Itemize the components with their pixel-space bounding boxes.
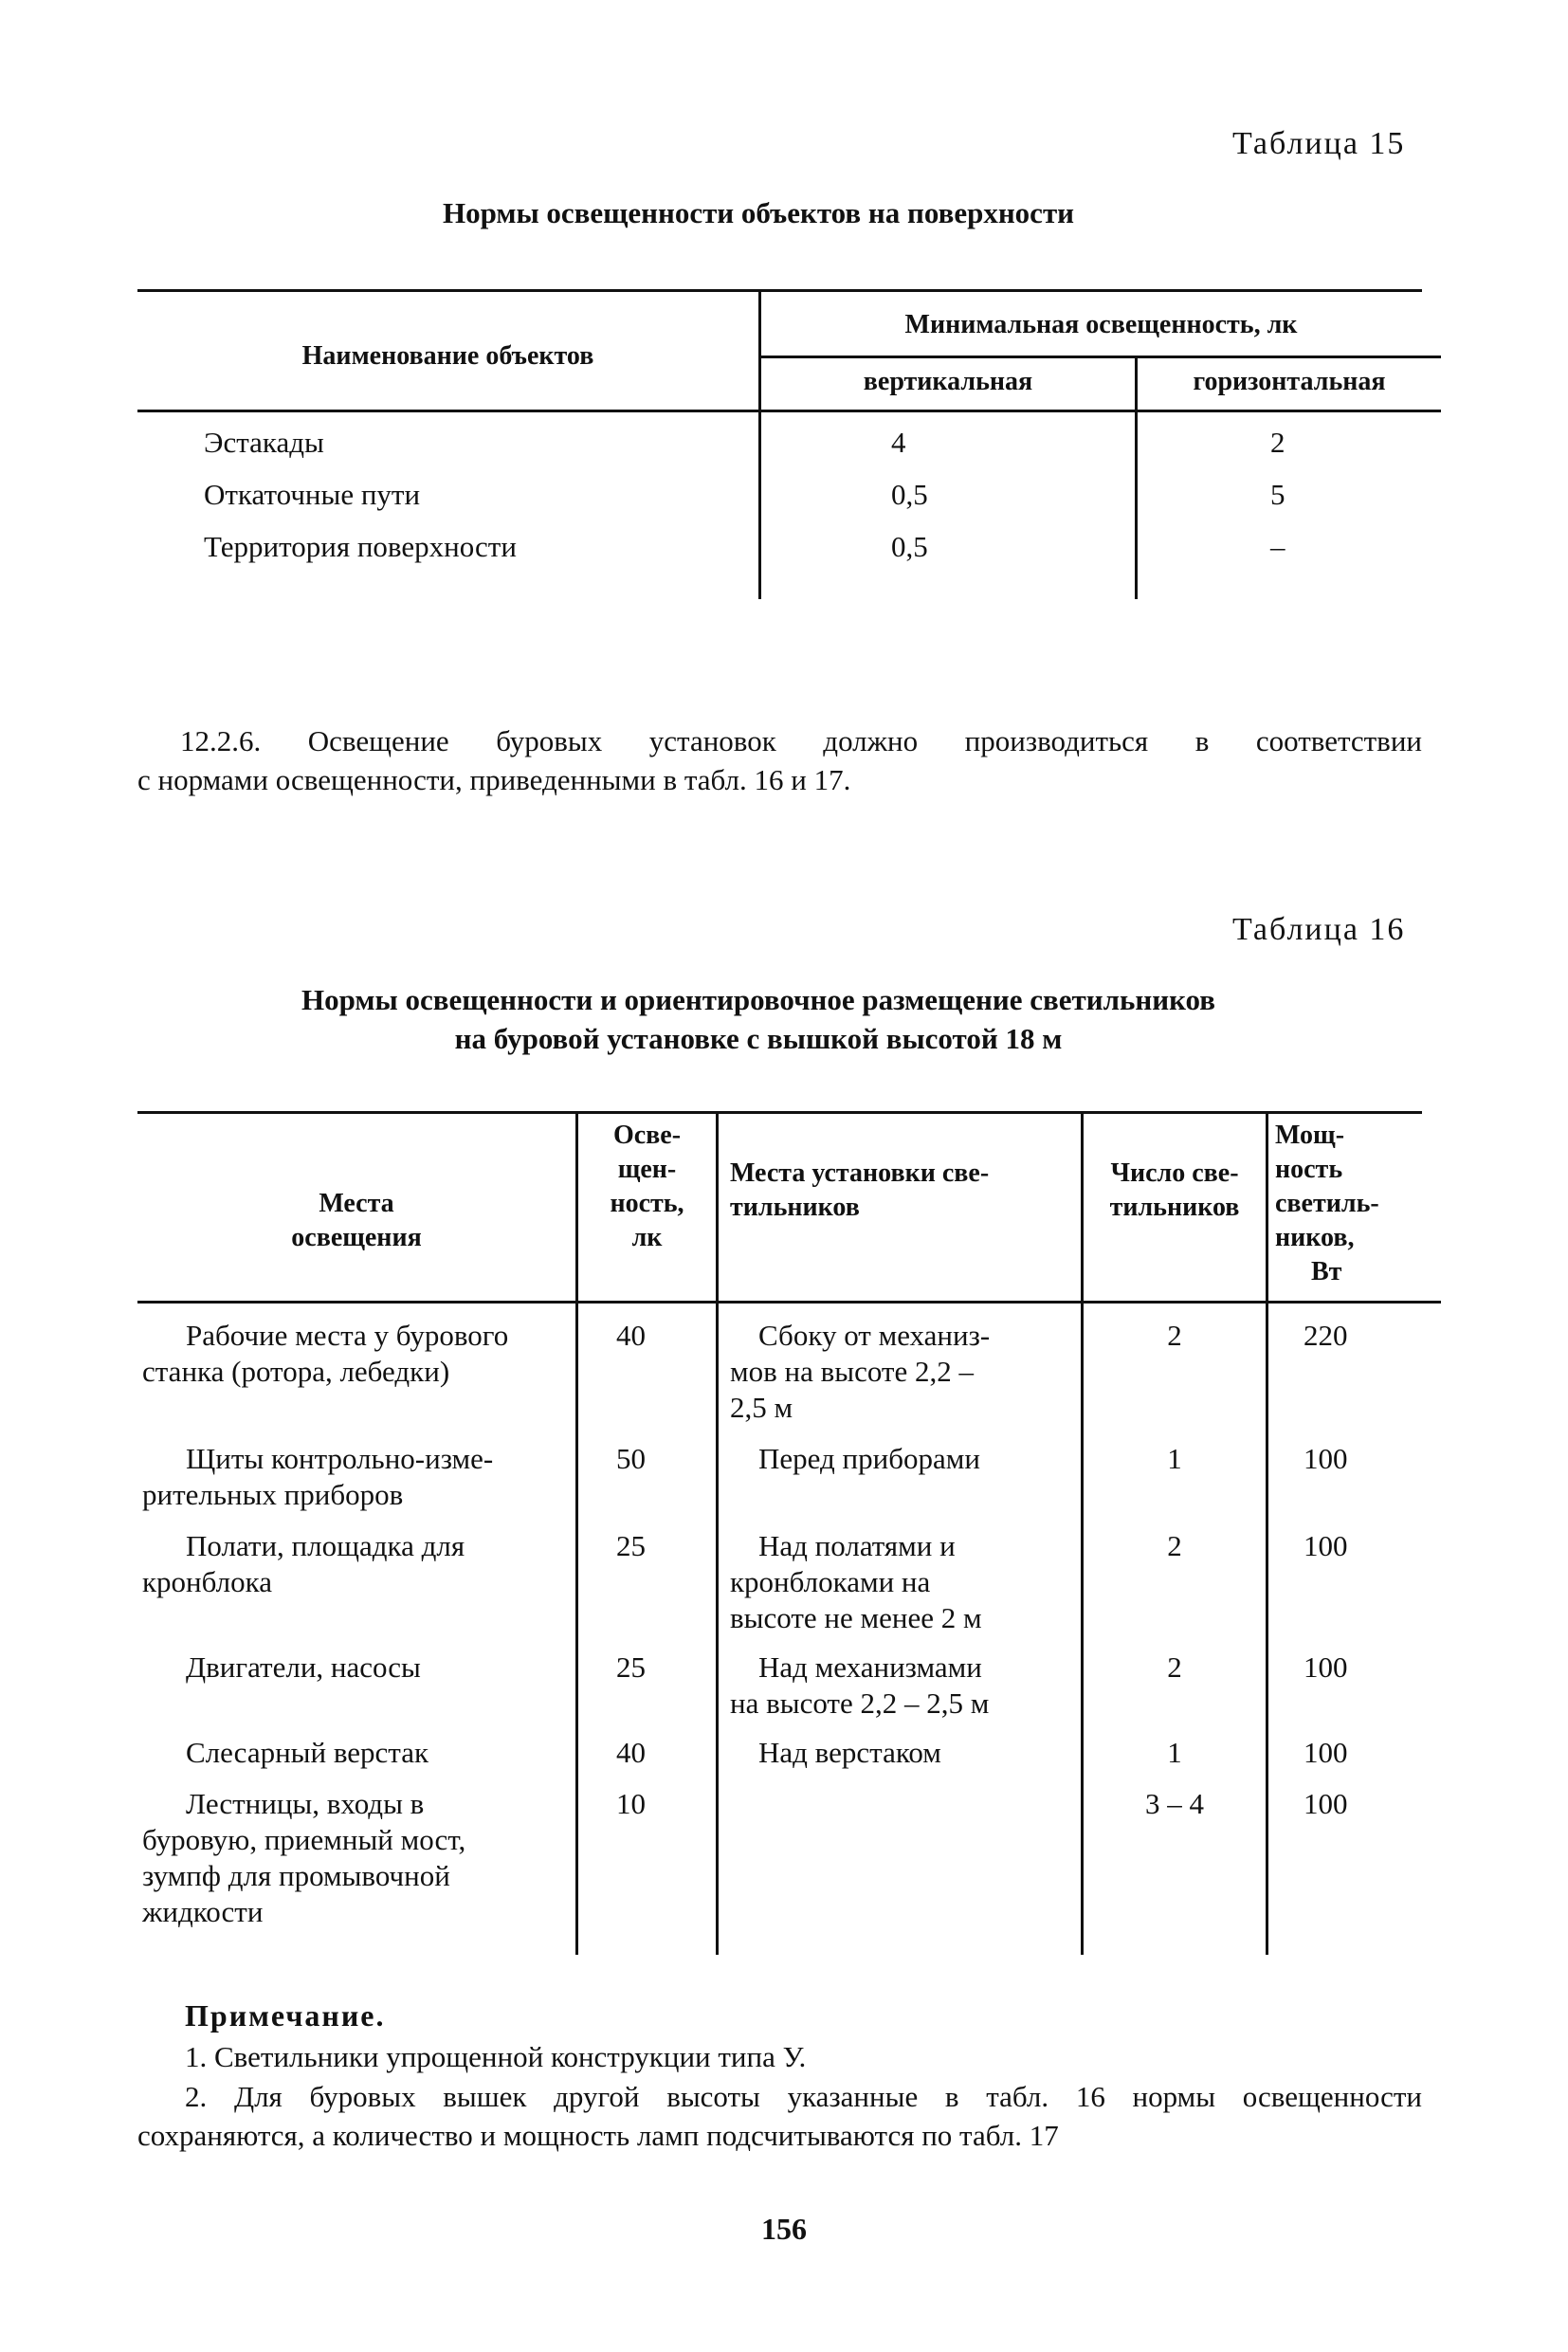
table16-mount: Над верстаком — [758, 1736, 941, 1769]
table16-place: Двигатели, насосы — [186, 1650, 421, 1684]
table15-label: Таблица 15 — [1232, 126, 1406, 161]
table15-header-horizontal: горизонтальная — [1193, 367, 1386, 396]
table16-header-power: Мощ- ность светиль- ников, Вт — [1275, 1121, 1379, 1286]
table16-illum: 50 — [616, 1442, 646, 1475]
table15-row-horizontal: 2 — [1270, 426, 1285, 459]
table16-place: Слесарный верстак — [186, 1736, 429, 1769]
table15-row-vertical: 0,5 — [891, 530, 928, 563]
table15-header-vertical: вертикальная — [863, 367, 1033, 396]
table15-header-min-illum: Минимальная освещенность, лк — [904, 310, 1298, 339]
page-number: 156 — [761, 2212, 807, 2246]
table16-count: 2 — [1167, 1650, 1182, 1684]
table16-illum: 25 — [616, 1529, 646, 1562]
table16-power: 100 — [1304, 1529, 1348, 1562]
table16-header-count: Число све- тильников — [1109, 1158, 1240, 1222]
table16-header-illum: Осве- щен- ность, лк — [610, 1121, 684, 1252]
paragraph-line-2: с нормами освещенности, приведенными в табл. 16 и 17. — [137, 763, 851, 796]
table16-label: Таблица 16 — [1232, 912, 1406, 947]
note-title: Примечание. — [185, 1998, 386, 2033]
table15-row-vertical: 0,5 — [891, 478, 928, 511]
note-item-2-line-2: сохраняются, а количество и мощность ламп подсчитываются по табл. 17 — [137, 2119, 1059, 2152]
table16-power: 100 — [1304, 1650, 1348, 1684]
table16-count: 2 — [1167, 1529, 1182, 1562]
table15-row-name: Эстакады — [204, 426, 324, 459]
table16-power: 220 — [1304, 1319, 1348, 1352]
table16-illum: 10 — [616, 1787, 646, 1820]
table16-caption-line-2: на буровой установке с вышкой высотой 18 м — [454, 1022, 1063, 1055]
table16-power: 100 — [1304, 1787, 1348, 1820]
table16-mount: Над полатями и кронблоками на высоте не менее 2 м — [730, 1529, 982, 1634]
table15-row-vertical: 4 — [891, 426, 906, 459]
table15-header-name: Наименование объектов — [301, 341, 594, 371]
table15-row-horizontal: – — [1270, 530, 1285, 563]
table16-illum: 25 — [616, 1650, 646, 1684]
note-item-2-line-1: 2. Для буровых вышек другой высоты указанные в табл. 16 нормы освещенности — [185, 2080, 1422, 2113]
table16-power: 100 — [1304, 1442, 1348, 1475]
table16-mount: Сбоку от механиз- мов на высоте 2,2 – 2,5 м — [730, 1319, 991, 1424]
table16-place: Лестницы, входы в буровую, приемный мост, зумпф для промывочной жидкости — [142, 1787, 466, 1928]
table15-row-name: Территория поверхности — [204, 530, 517, 563]
note-item-1: 1. Светильники упрощенной конструкции типа У. — [185, 2040, 807, 2073]
table16-mount: Над механизмами на высоте 2,2 – 2,5 м — [730, 1650, 990, 1720]
table16-power: 100 — [1304, 1736, 1348, 1769]
paragraph-line-1: 12.2.6. Освещение буровых установок должно производиться в соответствии — [180, 724, 1422, 757]
table16-place: Рабочие места у бурового станка (ротора, лебедки) — [142, 1319, 509, 1388]
table16-count: 2 — [1167, 1319, 1182, 1352]
table16-place: Щиты контрольно-изме- рительных приборов — [142, 1442, 494, 1511]
table16-header-place: Места освещения — [291, 1189, 422, 1252]
table16-count: 3 – 4 — [1145, 1787, 1204, 1820]
table16-place: Полати, площадка для кронблока — [142, 1529, 465, 1598]
table16-count: 1 — [1167, 1442, 1182, 1475]
table16-header-mount: Места установки све- тильников — [730, 1158, 990, 1222]
table16-illum: 40 — [616, 1319, 646, 1352]
table16-mount: Перед приборами — [758, 1442, 980, 1475]
table16-count: 1 — [1167, 1736, 1182, 1769]
table16-caption-line-1: Нормы освещенности и ориентировочное размещение светильников — [301, 983, 1215, 1016]
table15-row-name: Откаточные пути — [204, 478, 421, 511]
table15-caption: Нормы освещенности объектов на поверхности — [442, 196, 1075, 229]
table15-row-horizontal: 5 — [1270, 478, 1285, 511]
table16-illum: 40 — [616, 1736, 646, 1769]
